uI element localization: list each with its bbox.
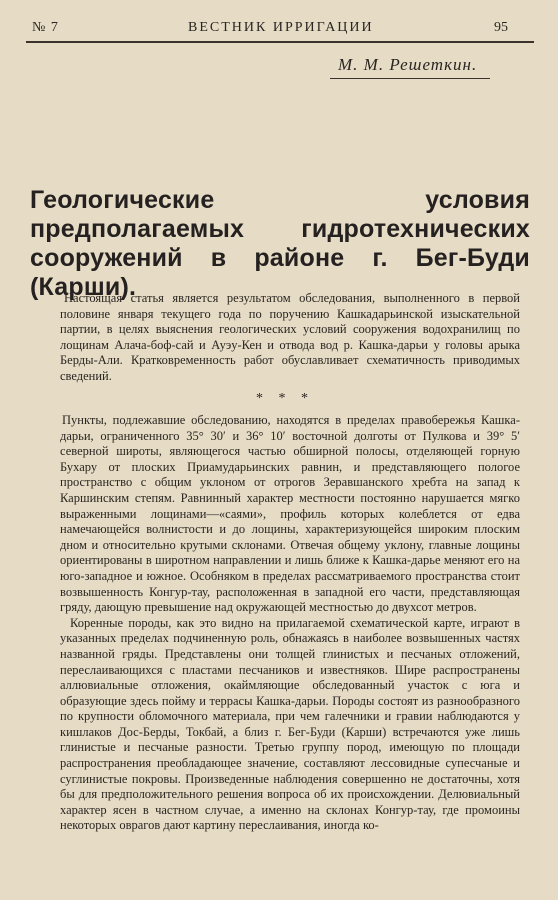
article-title: Геологические условия предполагаемых гидротехнических сооружений в районе г. Бег-Буди (Карши). bbox=[30, 186, 530, 301]
author-underline bbox=[330, 78, 490, 79]
page-number: 95 bbox=[494, 20, 508, 35]
paragraph: Пункты, подлежавшие обследованию, находятся в пределах правобережья Кашка-дарьи, ограниченного 35° 30′ и 36° 10′ восточной долготы от Пулкова и 39° 5′ северной широты, являющегося частью обширной полосы, отделяющей горную Бухару от плоских Приамударьинских равнин, и представляющего пологое пространство с общим уклоном от отрогов Зеравшанского хребта на запад к Каршинским степям. Равнинный характер местности постоянно нарушается мягко выраженными лощинами—«саями», профиль которых колеблется от едва намечающейся волнистости и до лощины, характеризующейся широким плоским дном и относительно крутыми склонами. Отвечая общему уклону, главные лощины ориентированы в широтном направлении и лишь ближе к Кашка-дарье меняют его на юго-западное и южное. Особняком в пределах рассматриваемого пространства стоит возвышенность Конгур-тау, расположенная в западной его части, представляющая гряду, дающую превышение над окружающей местностью до двухсот метров. bbox=[60, 413, 520, 615]
article-body bbox=[60, 413, 520, 834]
header-rule bbox=[26, 41, 534, 43]
paragraph: Коренные породы, как это видно на прилагаемой схематической карте, играют в указанных пределах подчиненную роль, обнажаясь в наиболее возвышенных частях названной гряды. Представлены они толщей глинистых и песчаных отложений, переслаивающихся с пластами песчаников и известняков. Шире распространены аллювиальные отложения, окаймляющие обследованный участок с юга и образующие здесь пойму и террасы Кашка-дарьи. Породы состоят из разнообразного по крупности обломочного материала, при чем галечники и гравии наблюдаются у кишлаков Дос-Берды, Токбай, а близ г. Бег-Буди (Карши) встречаются уже лишь глинистые и песчаные разности. Третью группу пород, имеющую по площади распространения преобладающее значение, составляют лессовидные супесчаные и суглинистые покровы. Произведенные наблюдения совершенно не достаточны, хотя бы для предположительного решения вопроса об их происхождении. Делювиальный характер ясен в частном случае, а именно на склонах Конгур-тау, где промоины некоторых оврагов дают картину переслаивания, иногда ко- bbox=[60, 615, 520, 833]
author: М. М. Решеткин. bbox=[338, 55, 478, 74]
abstract: Настоящая статья является результатом обследования, выполненного в первой половине января текущего года по поручению Кашкадарьинской изыскательной партии, в целях выяснения геологических условий сооружения водохранилищ по лощинам Алача-боф-сай и Ауэу-Кен и отвода вод р. Кашка-дарьи у головы арыка Берды-Али. Кратковременность работ обуславливает схематичность приводимых сведений. bbox=[60, 291, 520, 383]
issue-number: № 7 bbox=[32, 20, 59, 35]
section-separator: * * * bbox=[256, 391, 314, 406]
journal-title: ВЕСТНИК ИРРИГАЦИИ bbox=[188, 20, 374, 35]
